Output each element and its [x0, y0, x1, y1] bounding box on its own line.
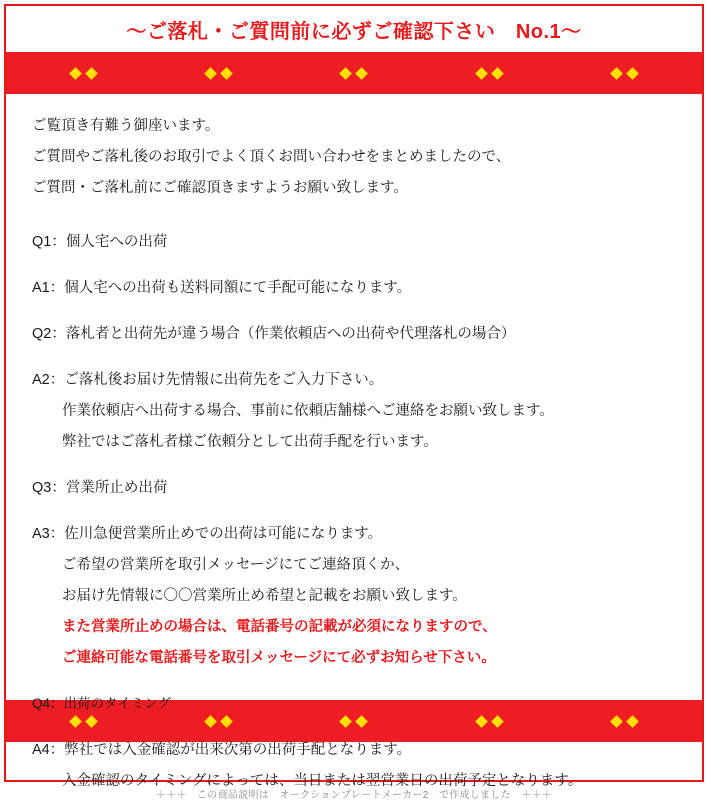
- answer-line-highlight: また営業所止めの場合は、電話番号の記載が必須になりますので、: [62, 619, 497, 635]
- diamond-ornament: [206, 717, 231, 726]
- diamond-ornament: [612, 717, 637, 726]
- diamond-icon: [356, 715, 369, 728]
- answer-line: A3：佐川急便営業所止めでの出荷は可能になります。: [32, 526, 383, 542]
- diamond-icon: [85, 67, 98, 80]
- answer-line: 作業依頼店へ出荷する場合、事前に依頼店舗様へご連絡をお願い致します。: [62, 403, 554, 419]
- diamond-icon: [340, 67, 353, 80]
- diamond-ornament: [71, 717, 96, 726]
- answer-line: お届け先情報に〇〇営業所止め希望と記載をお願い致します。: [62, 588, 467, 604]
- footer-credit: ＋＋＋ この商品説明は オークションプレートメーカー2 で作成しました ＋＋＋: [155, 790, 553, 801]
- diamond-icon: [340, 715, 353, 728]
- question-label: Q2：落札者と出荷先が違う場合（作業依頼店への出荷や代理落札の場合）: [32, 326, 516, 342]
- title-bar: [6, 6, 702, 52]
- answer-line: A4：弊社では入金確認が出来次第の出荷手配となります。: [32, 742, 412, 758]
- question-label: Q1：個人宅への出荷: [32, 234, 168, 250]
- document-body: [6, 94, 702, 789]
- diamond-icon: [475, 67, 488, 80]
- question-label: Q4：出荷のタイミング: [32, 696, 171, 711]
- diamond-ornament: [612, 69, 637, 78]
- diamond-ornament: [71, 69, 96, 78]
- answer-line: A2：ご落札後お届け先情報に出荷先をご入力下さい。: [32, 372, 384, 388]
- diamond-ornament: [341, 69, 366, 78]
- diamond-icon: [626, 67, 639, 80]
- intro-line: ご質問・ご落札前にご確認頂きますようお願い致します。: [32, 180, 408, 196]
- answer-line: A1：個人宅への出荷も送料同額にて手配可能になります。: [32, 280, 412, 296]
- diamond-icon: [204, 67, 217, 80]
- diamond-icon: [69, 67, 82, 80]
- question-label: Q3：営業所止め出荷: [32, 480, 168, 496]
- answer-line: 弊社ではご落札者様ご依頼分として出荷手配を行います。: [62, 434, 438, 450]
- diamond-icon: [610, 67, 623, 80]
- diamond-ornament: [477, 69, 502, 78]
- intro-line: ご覧頂き有難う御座います。: [32, 118, 220, 134]
- diamond-icon: [85, 715, 98, 728]
- diamond-icon: [204, 715, 217, 728]
- diamond-icon: [491, 715, 504, 728]
- diamond-ornament: [341, 717, 366, 726]
- diamond-ornament: [206, 69, 231, 78]
- diamond-icon: [69, 715, 82, 728]
- diamond-icon: [610, 715, 623, 728]
- diamond-icon: [626, 715, 639, 728]
- page-title: ～ご落札・ご質問前に必ずご確認下さい No.1～: [126, 20, 582, 43]
- answer-line-highlight: ご連絡可能な電話番号を取引メッセージにて必ずお知らせ下さい。: [62, 650, 496, 666]
- diamond-icon: [475, 715, 488, 728]
- document-frame: [4, 4, 704, 789]
- diamond-icon: [220, 715, 233, 728]
- diamond-ornament: [477, 717, 502, 726]
- diamond-icon: [220, 67, 233, 80]
- diamond-icon: [491, 67, 504, 80]
- decorative-band-top: [6, 52, 702, 94]
- answer-line: 入金確認のタイミングによっては、当日または翌営業日の出荷予定となります。: [62, 773, 583, 789]
- intro-line: ご質問やご落札後のお取引でよく頂くお問い合わせをまとめましたので、: [32, 149, 511, 165]
- diamond-icon: [356, 67, 369, 80]
- answer-line: ご希望の営業所を取引メッセージにてご連絡頂くか、: [62, 557, 410, 573]
